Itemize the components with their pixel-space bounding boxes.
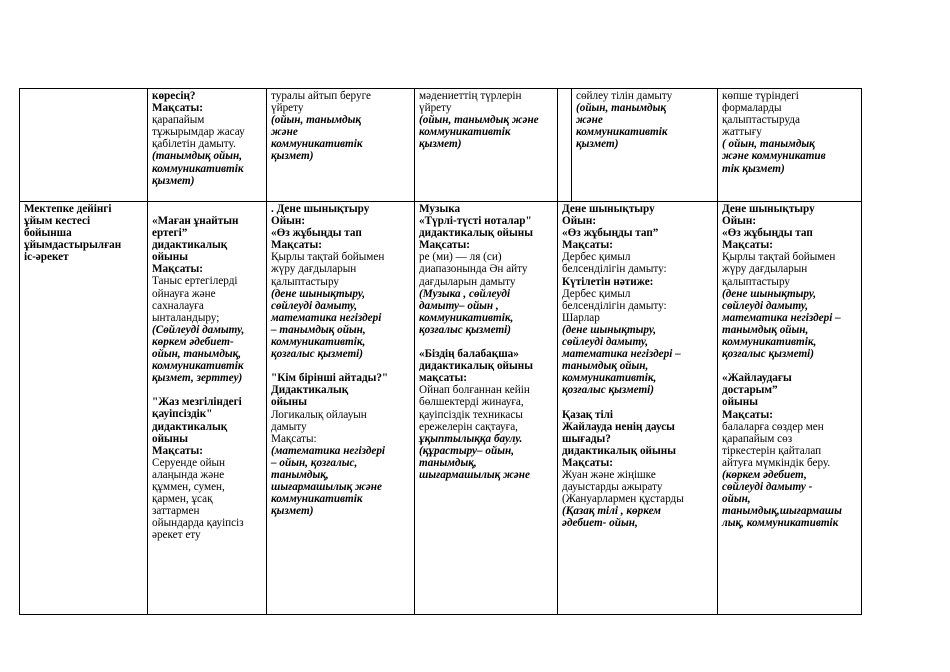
cell-text: (Қазақ тілі , көркем xyxy=(562,505,661,518)
row-header-text: ұйым кестесі xyxy=(24,215,91,228)
cell-text: танымдық, xyxy=(271,468,329,481)
cell-text: танымдық ойын, xyxy=(722,323,809,336)
cell-text: математика негіздері xyxy=(271,311,382,324)
cell-text: қызмет) xyxy=(576,138,619,151)
cell-text: (дене шынықтыру, xyxy=(562,323,657,336)
cell-text: және xyxy=(576,114,603,127)
cell-text: Дербес қимыл xyxy=(562,251,631,264)
cell-text: алаңында және xyxy=(152,468,225,481)
cell-text: әрекет ету xyxy=(152,529,201,542)
cell-text: Ойнап болғаннан кейін xyxy=(419,384,530,397)
cell-text: Мақсаты: xyxy=(562,456,613,469)
cell-text: (ойын, танымдық және xyxy=(419,114,539,127)
cell-text: заттармен xyxy=(152,505,200,518)
cell-text: дидактикалық xyxy=(152,420,228,433)
cell-text: және xyxy=(271,126,298,139)
cell-text: (танымдық ойын, xyxy=(152,150,243,163)
cell-text: ұқыптылыққа баулу. xyxy=(419,432,523,445)
cell-text: Дене шынықтыру xyxy=(722,203,815,215)
cell-text: Серуенде ойын xyxy=(152,456,225,469)
cell-text: Мақсаты: xyxy=(562,239,613,252)
cell-text: Ойын: xyxy=(562,215,597,228)
cell-text: ойнауға және xyxy=(152,287,216,300)
cell-text: дауыстарды ажырату xyxy=(562,481,663,494)
lesson-plan-table xyxy=(19,88,862,615)
table-cell xyxy=(148,202,267,615)
row-header-text: ұйымдастырылған xyxy=(24,239,122,252)
cell-text: көпше түріндегі xyxy=(722,90,799,102)
cell-text: ойын, xyxy=(722,493,751,506)
table-cell xyxy=(558,202,718,615)
cell-text: Дене шынықтыру xyxy=(562,203,655,215)
cell-text: тіркестерін қайталап xyxy=(722,444,822,457)
cell-text: ойыны xyxy=(152,251,188,264)
row-header-text: бойынша xyxy=(24,227,72,240)
table-cell xyxy=(415,89,558,202)
cell-text: шығады? xyxy=(562,432,611,445)
cell-text: және коммуникатив xyxy=(722,150,826,163)
cell-text: коммуникативтік xyxy=(152,360,244,373)
cell-text: ойыны xyxy=(722,396,758,409)
cell-text: Мақсаты: xyxy=(419,239,470,252)
cell-text: қозғалыс қызметі) xyxy=(271,348,364,361)
row-header-cell xyxy=(20,202,148,615)
cell-text: коммуникативтік, xyxy=(419,311,514,324)
cell-text: қабілетін дамыту. xyxy=(152,138,236,151)
cell-text: «Жайлаудағы xyxy=(722,372,792,385)
cell-text: сахналауға xyxy=(152,299,204,312)
cell-text: танымдық, xyxy=(419,456,477,469)
cell-text: қызмет) xyxy=(271,150,314,163)
cell-text: (ойын, танымдық xyxy=(576,102,667,115)
cell-text: дидактикалық ойыны xyxy=(419,360,533,373)
cell-text: (көркем әдебиет, xyxy=(722,468,807,481)
cell-text: ре (ми) — ля (си) xyxy=(419,251,502,264)
cell-text: қалыптастыру xyxy=(722,275,790,288)
cell-text: ( ойын, танымдық xyxy=(722,138,815,151)
cell-text: Мақсаты: xyxy=(271,432,317,445)
cell-text: "Жаз мезгіліндегі xyxy=(152,396,242,409)
cell-text: ынталандыру; xyxy=(152,311,220,324)
table-cell xyxy=(718,202,862,615)
cell-text: ойыны xyxy=(152,432,188,445)
cell-text: «Өз жұбыңды тап xyxy=(722,227,813,240)
cell-text: Қырлы тақтай бойымен xyxy=(271,251,385,264)
cell-text: дамыту xyxy=(271,420,307,433)
cell-text: танымдық,шығармашы xyxy=(722,505,842,518)
cell-text: коммуникативтік xyxy=(271,138,363,151)
cell-text: Жайлауда ненің даусы xyxy=(562,420,675,433)
cell-text: дидактикалық ойыны xyxy=(562,444,676,457)
cell-text: қызмет, зерттеу) xyxy=(152,372,243,385)
cell-text: коммуникативтік xyxy=(271,493,363,506)
cell-text: «Маған ұнайтын xyxy=(152,215,239,227)
cell-text: ойын, танымдық, xyxy=(152,348,242,361)
cell-text: Дидактикалық xyxy=(271,384,349,397)
row-header-text: іс-әрекет xyxy=(24,251,69,264)
cell-text: айтуға мүмкіндік беру. xyxy=(722,456,831,469)
cell-text: Ойын: xyxy=(271,215,306,228)
cell-text: қозғалыс қызметі) xyxy=(562,384,655,397)
cell-text: құммен, сумен, xyxy=(152,480,225,493)
cell-text: Музыка xyxy=(419,203,461,215)
cell-text: «Өз жұбыңды тап xyxy=(271,227,362,240)
cell-text: қауіпсіздік" xyxy=(152,408,213,421)
cell-text: бөлшектерді жинауға, xyxy=(419,396,524,409)
cell-text: тұжырымдар жасау xyxy=(152,126,245,139)
cell-text: сөйлеуді дамыту, xyxy=(722,299,809,312)
cell-text: математика негіздері – xyxy=(562,348,681,361)
cell-text: дидактикалық xyxy=(152,239,228,252)
cell-text: қозғалыс қызметі) xyxy=(419,323,512,336)
table-cell xyxy=(572,89,718,202)
table-cell xyxy=(267,202,415,615)
cell-text: Қазақ тілі xyxy=(562,408,614,421)
cell-text: ойыны xyxy=(271,396,307,409)
cell-text: Мақсаты: xyxy=(722,408,773,421)
cell-text: танымдық ойын, xyxy=(562,360,649,373)
cell-text: коммуникативтік xyxy=(576,126,668,139)
cell-text: (ойын, танымдық xyxy=(271,114,362,127)
cell-text: сөйлеуді дамыту, xyxy=(562,336,649,349)
cell-text: жүру дағдыларын xyxy=(271,263,357,276)
cell-text: қарапайым сөз xyxy=(722,432,793,445)
cell-text: (дене шынықтыру, xyxy=(271,287,366,300)
cell-text: мәдениеттің түрлерін xyxy=(419,90,522,102)
cell-text: . Дене шынықтыру xyxy=(271,203,370,215)
cell-text: ережелерін сақтауға, xyxy=(419,420,518,433)
cell-text: сөйлеу тілін дамыту xyxy=(576,90,673,102)
cell-text: көркем әдебиет- xyxy=(152,335,234,348)
cell-text: балаларға сөздер мен xyxy=(722,420,824,433)
cell-text: «Түрлі-түсті ноталар" xyxy=(419,215,532,228)
cell-text: коммуникативтік xyxy=(419,126,511,139)
cell-text: әдебиет- ойын, xyxy=(562,517,638,530)
cell-text: үйрету xyxy=(419,102,452,115)
table-cell xyxy=(718,89,862,202)
cell-text: коммуникативтік, xyxy=(722,336,817,349)
cell-text: диапазонында Ән айту xyxy=(419,263,528,276)
cell-text: қармен, ұсақ xyxy=(152,493,213,506)
cell-text: формаларды xyxy=(722,102,782,115)
cell-text: (Сөйлеуді дамыту, xyxy=(152,323,245,336)
table-row xyxy=(20,202,862,615)
cell-text: туралы айтып беруге xyxy=(271,90,371,102)
cell-text: жүру дағдыларын xyxy=(722,263,808,276)
table-row xyxy=(20,89,862,202)
cell-text: қарапайым xyxy=(152,114,205,127)
cell-text: (құрастыру– ойын, xyxy=(419,444,514,457)
cell-text: Таныс ертегілерді xyxy=(152,275,238,288)
cell-text: тік қызмет) xyxy=(722,162,785,175)
cell-text: сөйлеуді дамыту, xyxy=(271,299,358,312)
cell-text: жаттығу xyxy=(722,126,762,139)
cell-text: қозғалыс қызметі) xyxy=(722,348,815,361)
cell-text: Мақсаты: xyxy=(152,102,203,115)
table-cell xyxy=(558,89,572,202)
cell-text: үйрету xyxy=(271,102,304,115)
cell-text: Дербес қимыл xyxy=(562,287,631,300)
cell-text: достарым” xyxy=(722,384,778,397)
cell-text: шығармашылық және xyxy=(271,481,382,494)
cell-text: ертегі” xyxy=(152,227,188,240)
cell-text: коммуникативтік xyxy=(152,162,244,175)
cell-text: (Жануарлармен құстарды xyxy=(562,493,684,506)
cell-text: Мақсаты: xyxy=(152,263,203,276)
cell-text: мақсаты: xyxy=(419,372,467,385)
cell-text: дағдыларын дамыту xyxy=(419,275,516,288)
cell-text: қауіпсіздік техникасы xyxy=(419,408,523,421)
cell-text: «Өз жұбыңды тап” xyxy=(562,227,659,240)
cell-text: Логикалық ойлауын xyxy=(271,408,367,421)
cell-text: белсенділігін дамыту: xyxy=(562,299,667,312)
cell-text: ойындарда қауіпсіз xyxy=(152,517,244,530)
cell-text: (математика негіздері xyxy=(271,444,386,457)
cell-text: Мақсаты: xyxy=(152,444,203,457)
cell-text: «Біздің балабақша» xyxy=(419,348,519,361)
cell-text: көресің? xyxy=(152,90,196,102)
cell-text: Жуан және жіңішке xyxy=(562,468,656,481)
cell-text: математика негіздері – xyxy=(722,311,841,324)
cell-text: – ойын, қозғалыс, xyxy=(271,456,358,469)
table-cell xyxy=(415,202,558,615)
cell-text: қызмет) xyxy=(271,505,314,518)
cell-text: сөйлеуді дамыту - xyxy=(722,481,813,494)
cell-text: лық, коммуникативтік xyxy=(722,517,839,530)
cell-text: Ойын: xyxy=(722,215,757,228)
table-cell xyxy=(148,89,267,202)
cell-text: қызмет) xyxy=(419,138,462,151)
cell-text: Қырлы тақтай бойымен xyxy=(722,251,836,264)
row-header-text: Мектепке дейінгі xyxy=(24,203,112,215)
cell-text: белсенділігін дамыту: xyxy=(562,263,667,276)
cell-text: дидактикалық ойыны xyxy=(419,227,533,240)
cell-text: қалыптастыру xyxy=(271,275,339,288)
cell-text: (Музыка , сөйлеуді xyxy=(419,287,511,300)
cell-text: коммуникативтік, xyxy=(271,336,366,349)
cell-text: Шарлар xyxy=(562,311,600,324)
cell-text: (дене шынықтыру, xyxy=(722,287,817,300)
cell-text: – танымдық ойын, xyxy=(271,323,366,336)
cell-text: Күтілетін нәтиже: xyxy=(562,275,654,288)
cell-text: шығармашылық және xyxy=(419,468,530,481)
table-cell xyxy=(267,89,415,202)
cell-text: "Кім бірінші айтады?" xyxy=(271,372,389,385)
cell-text: Мақсаты: xyxy=(722,239,773,252)
cell-text: Мақсаты: xyxy=(271,239,322,252)
cell-text: қызмет) xyxy=(152,174,195,187)
cell-text: қалыптастыруда xyxy=(722,114,800,127)
row-header-cell xyxy=(20,89,148,202)
cell-text: дамыту– ойын , xyxy=(419,299,499,312)
cell-text: коммуникативтік, xyxy=(562,372,657,385)
